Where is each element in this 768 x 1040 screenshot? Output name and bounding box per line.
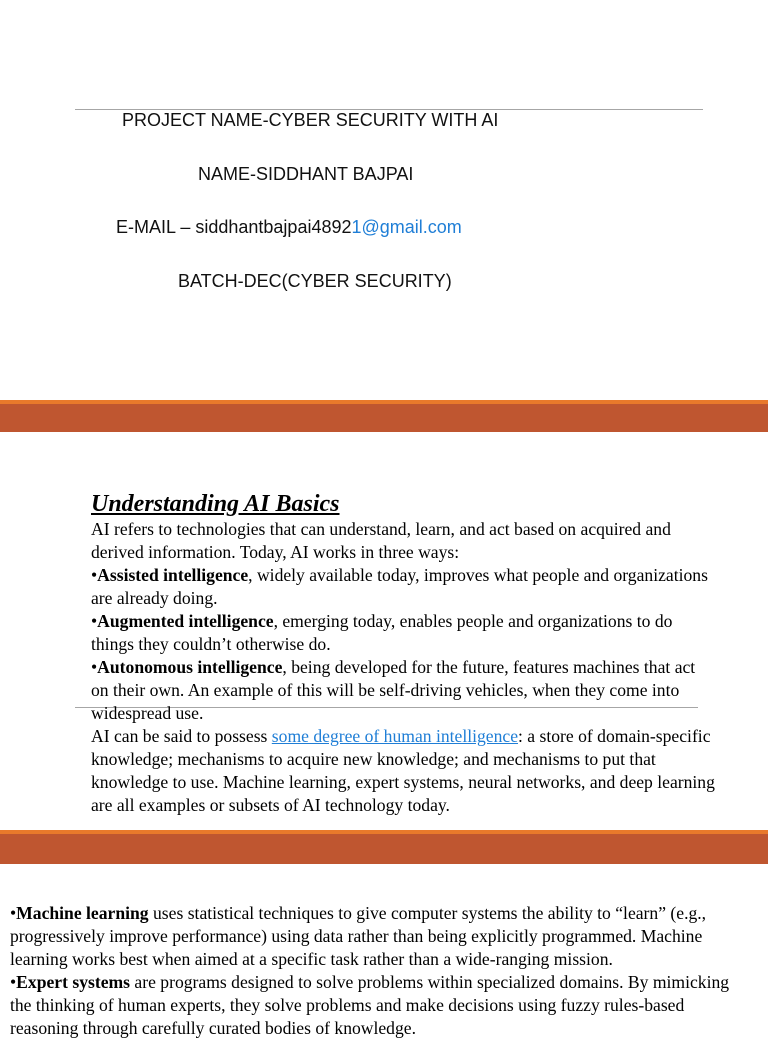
ai-subsets-content <box>10 902 750 1040</box>
ai-subsets-slide <box>0 834 768 1038</box>
bullet-text: , emerging today, enables people and organizations to do things they couldn’t otherwise do. <box>91 611 673 654</box>
project-name: PROJECT NAME-CYBER SECURITY WITH AI <box>122 110 499 130</box>
bullet-assisted: •Assisted intelligence, widely available today, improves what people and organizations are already doing. <box>91 565 708 608</box>
closing-text-end: : a store of domain-specific knowledge; mechanisms to acquire new knowledge; and mechanisms to put that knowledge to use. Machine learning, expert systems, neural networks, and deep learning are all examples or subsets of AI technology today. <box>91 726 715 815</box>
bullet-term: Augmented intelligence <box>97 611 274 631</box>
batch-line: BATCH-DEC(CYBER SECURITY) <box>178 271 452 291</box>
bullet-machine-learning: •Machine learning uses statistical techniques to give computer systems the ability to “learn” (e.g., progressively improve performance) using data rather than being explicitly programmed. Machine learning works best when aimed at a specific task rather than a wide-ranging mission. <box>10 903 707 969</box>
bullet-term: Autonomous intelligence <box>97 657 283 677</box>
bullet-augmented: •Augmented intelligence, emerging today, enables people and organizations to do things they couldn’t otherwise do. <box>91 611 673 654</box>
bullet-expert-systems: •Expert systems are programs designed to solve problems within specialized domains. By mimicking the thinking of human experts, they solve problems and make decisions using fuzzy rules-based reasoning through carefully curated bodies of knowledge. <box>10 972 730 1038</box>
human-intelligence-link[interactable]: some degree of human intelligence <box>271 726 519 746</box>
closing-paragraph <box>91 725 716 817</box>
bullet-term: Assisted intelligence <box>97 565 249 585</box>
header-band <box>0 404 768 432</box>
bullet-text: uses statistical techniques to give computer systems the ability to “learn” (e.g., progressively improve performance) using data rather than being explicitly programmed. Machine learning works best when aimed at a specific task rather than a wide-ranging mission. <box>10 903 707 969</box>
header-band <box>0 834 768 864</box>
email-line <box>116 217 462 238</box>
bullet-autonomous: •Autonomous intelligence, being developed for the future, features machines that act on their own. An example of this will be self-driving vehicles, when they come into widespread use. <box>91 657 696 723</box>
closing-text-start: AI can be said to possess <box>91 726 272 746</box>
author-name: NAME-SIDDHANT BAJPAI <box>198 164 414 184</box>
slide-title: Understanding AI Basics <box>91 491 340 517</box>
bullet-term: Expert systems <box>16 972 131 992</box>
bullet-text: , widely available today, improves what people and organizations are already doing. <box>91 565 708 608</box>
cover-slide <box>0 0 768 400</box>
ai-basics-slide <box>0 400 768 834</box>
bullet-term: Machine learning <box>16 903 149 923</box>
ai-basics-content <box>91 490 716 817</box>
email-link[interactable]: 1@gmail.com <box>351 217 462 237</box>
bullet-text: are programs designed to solve problems within specialized domains. By mimicking the thinking of human experts, they solve problems and make decisions using fuzzy rules-based reasoning through carefully curated bodies of knowledge. <box>10 972 730 1038</box>
intro-paragraph: AI refers to technologies that can understand, learn, and act based on acquired and derived information. Today, AI works in three ways: <box>91 519 671 562</box>
email-prefix: E-MAIL – siddhantbajpai4892 <box>116 217 352 237</box>
bullet-text: , being developed for the future, features machines that act on their own. An example of this will be self-driving vehicles, when they come into widespread use. <box>91 657 696 723</box>
